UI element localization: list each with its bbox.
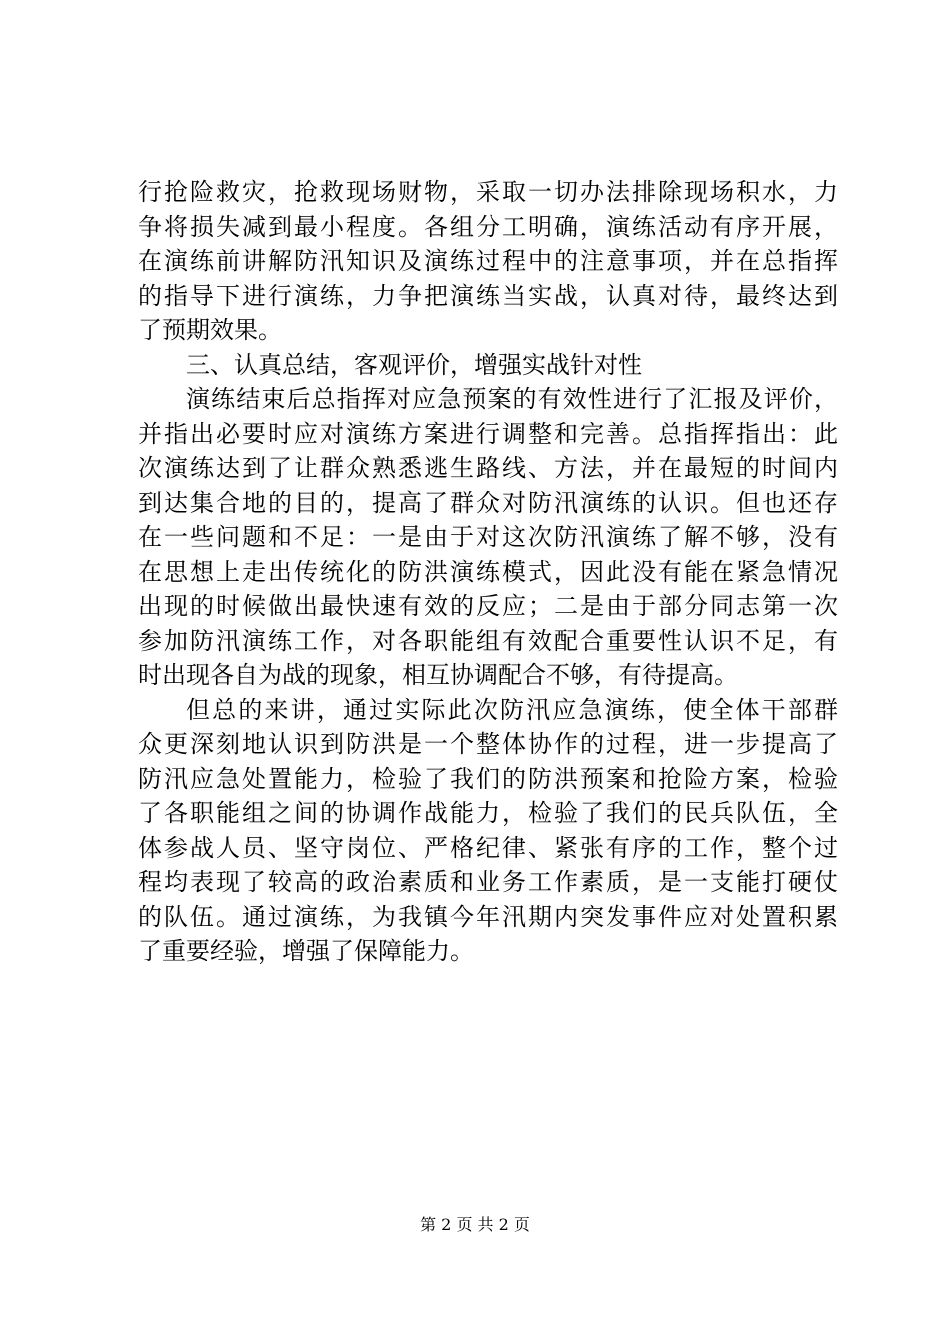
text-line: 防汛应急处置能力，检验了我们的防洪预案和抢险方案，检验 — [138, 764, 838, 793]
text-line: 行抢险救灾，抢救现场财物，采取一切办法排除现场积水，力 — [138, 178, 838, 206]
text-line: 的指导下进行演练，力争把演练当实战，认真对待，最终达到 — [138, 281, 838, 310]
text-line: 参加防汛演练工作，对各职能组有效配合重要性认识不足，有 — [138, 626, 838, 655]
text-line: 众更深刻地认识到防洪是一个整体协作的过程，进一步提高了 — [138, 730, 838, 758]
text-line: 在演练前讲解防汛知识及演练过程中的注意事项，并在总指挥 — [138, 247, 838, 275]
text-line: 次演练达到了让群众熟悉逃生路线、方法，并在最短的时间内 — [138, 454, 838, 482]
text-line: 了各职能组之间的协调作战能力，检验了我们的民兵队伍，全 — [138, 799, 838, 827]
text-line: 了预期效果。 — [138, 316, 282, 344]
text-line: 在思想上走出传统化的防洪演练模式，因此没有能在紧急情况 — [138, 557, 838, 586]
text-line: 演练结束后总指挥对应急预案的有效性进行了汇报及评价， — [186, 385, 838, 413]
text-line: 时出现各自为战的现象，相互协调配合不够，有待提高。 — [138, 661, 738, 689]
page-footer: 第 2 页 共 2 页 — [420, 1215, 530, 1234]
document-body — [138, 175, 838, 969]
text-line: 并指出必要时应对演练方案进行调整和完善。总指挥指出：此 — [138, 419, 838, 448]
text-line: 程均表现了较高的政治素质和业务工作素质，是一支能打硬仗 — [138, 868, 838, 896]
text-line: 了重要经验，增强了保障能力。 — [138, 937, 474, 965]
text-line: 体参战人员、坚守岗位、严格纪律、紧张有序的工作，整个过 — [138, 833, 838, 862]
text-line: 争将损失减到最小程度。各组分工明确，演练活动有序开展， — [138, 212, 838, 241]
text-line: 到达集合地的目的，提高了群众对防汛演练的认识。但也还存 — [138, 488, 838, 517]
text-line: 在一些问题和不足：一是由于对这次防汛演练了解不够，没有 — [138, 523, 838, 551]
text-line: 出现的时候做出最快速有效的反应；二是由于部分同志第一次 — [138, 592, 838, 620]
text-line: 的队伍。通过演练，为我镇今年汛期内突发事件应对处置积累 — [138, 902, 838, 931]
text-line: 但总的来讲，通过实际此次防汛应急演练，使全体干部群 — [186, 695, 838, 724]
text-line: 三、认真总结，客观评价，增强实战针对性 — [186, 350, 642, 379]
